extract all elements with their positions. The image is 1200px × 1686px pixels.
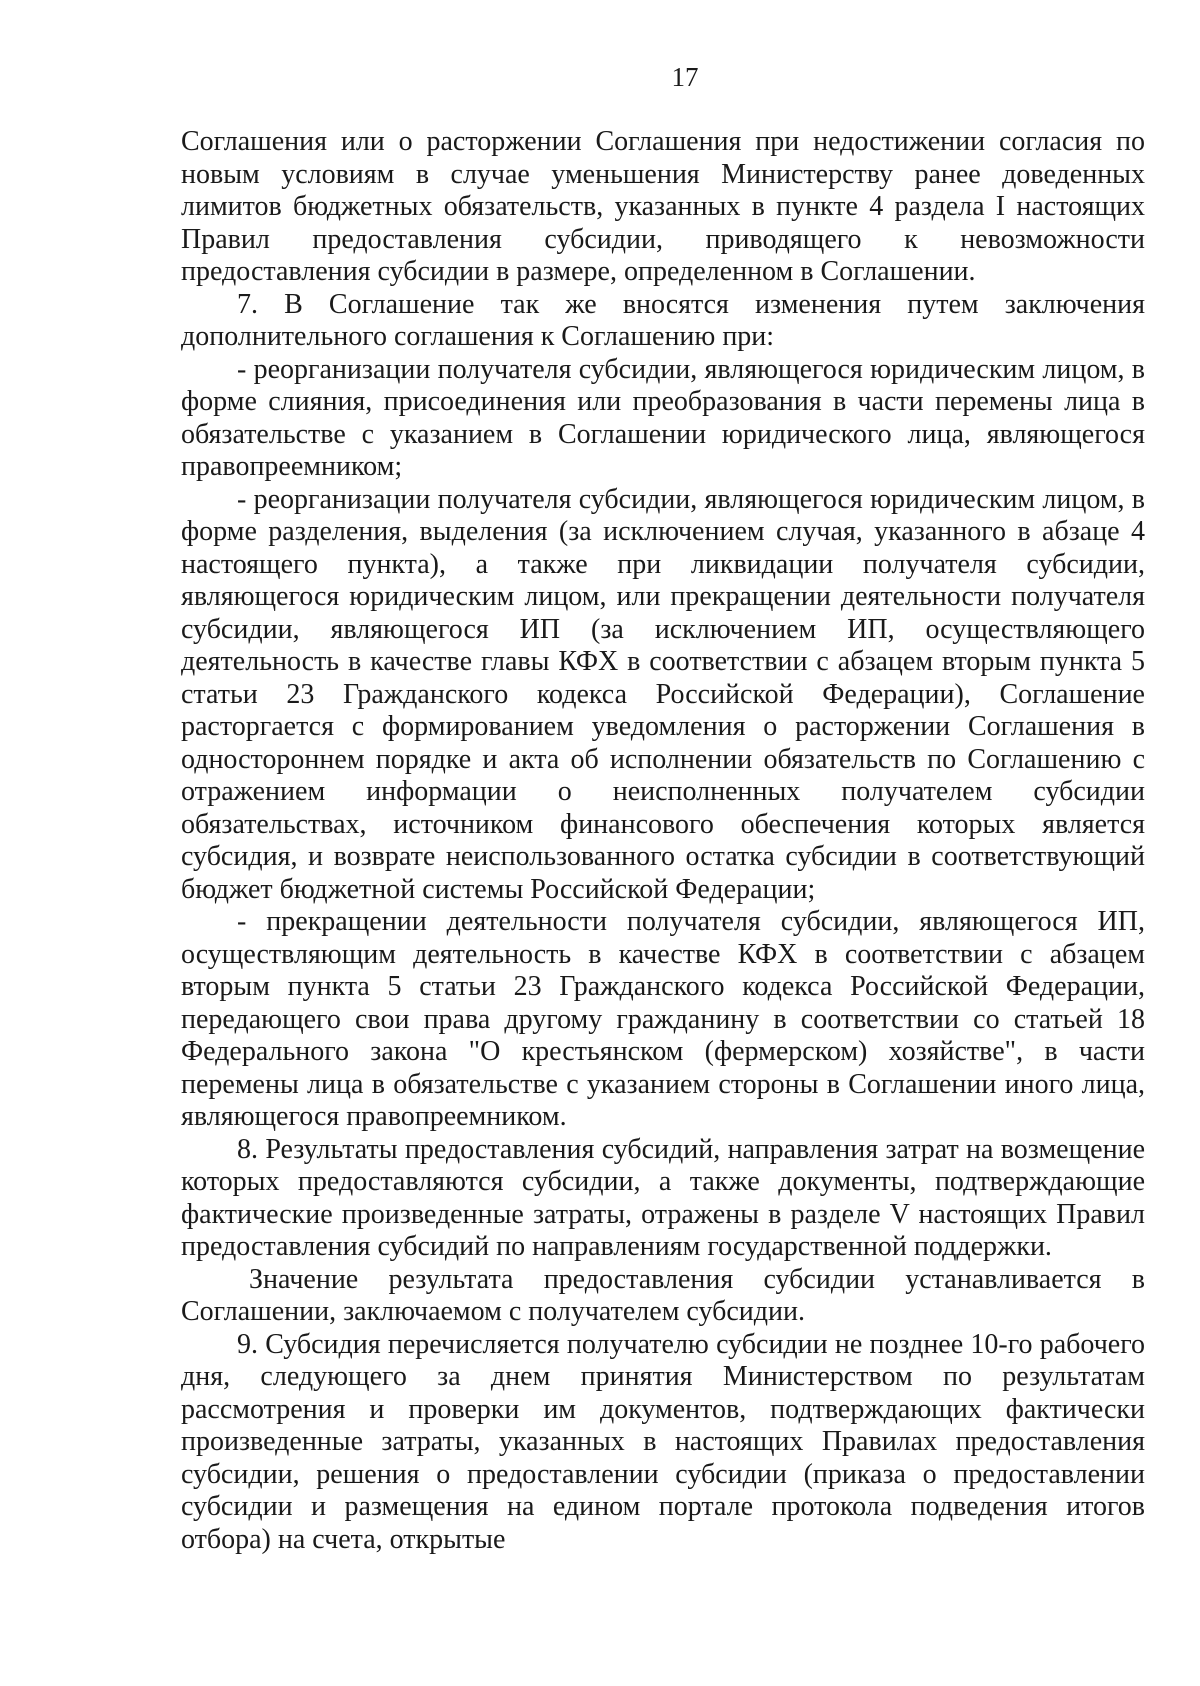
paragraph-item-8: 8. Результаты предоставления субсидий, направления затрат на возмещение которых предоставляются субсидии, а также документы, подтверждающие фактические произведенные затраты, отражены в разделе V настоящих Правил предоставления субсидий по направлениям государственной поддержки. <box>181 1133 1145 1262</box>
paragraph-item-7: 7. В Соглашение так же вносятся изменения путем заключения дополнительного соглашения к Соглашению при: <box>181 288 1145 352</box>
paragraph-item-9: 9. Субсидия перечисляется получателю субсидии не позднее 10-го рабочего дня, следующего за днем принятия Министерством по результатам рассмотрения и проверки им документов, подтверждающих фактически произведенные затраты, указанных в настоящих Правилах предоставления субсидии, решения о предоставлении субсидии (приказа о предоставлении субсидии и размещения на едином портале протокола подведения итогов отбора) на счета, открытые <box>181 1328 1145 1555</box>
paragraph-continuation: Соглашения или о расторжении Соглашения при недостижении согласия по новым условиям в случае уменьшения Министерству ранее доведенных лимитов бюджетных обязательств, указанных в пункте 4 раздела I настоящих Правил предоставления субсидии, приводящего к невозможности предоставления субсидии в размере, определенном в Соглашении. <box>181 126 1145 287</box>
paragraph-reorganization-merger: - реорганизации получателя субсидии, являющегося юридическим лицом, в форме слияния, присоединения или преобразования в части перемены лица в обязательстве с указанием в Соглашении юридического лица, являющегося правопреемником; <box>181 353 1145 482</box>
document-body <box>181 126 1145 1556</box>
page-number: 17 <box>671 62 699 92</box>
paragraph-termination-ip: - прекращении деятельности получателя субсидии, являющегося ИП, осуществляющим деятельность в качестве КФХ в соответствии с абзацем вторым пункта 5 статьи 23 Гражданского кодекса Российской Федерации, передающего свои права другому гражданину в соответствии со статьей 18 Федерального закона "О крестьянском (фермерском) хозяйстве", в части перемены лица в обязательстве с указанием стороны в Соглашении иного лица, являющегося правопреемником. <box>181 906 1145 1132</box>
paragraph-result-value: Значение результата предоставления субсидии устанавливается в Соглашении, заключаемом с получателем субсидии. <box>181 1263 1145 1327</box>
paragraph-reorganization-division: - реорганизации получателя субсидии, являющегося юридическим лицом, в форме разделения, выделения (за исключением случая, указанного в абзаце 4 настоящего пункта), а также при ликвидации получателя субсидии, являющегося юридическим лицом, или прекращении деятельности получателя субсидии, являющегося ИП (за исключением ИП, осуществляющего деятельность в качестве главы КФХ в соответствии с абзацем вторым пункта 5 статьи 23 Гражданского кодекса Российской Федерации), Соглашение расторгается с формированием уведомления о расторжении Соглашения в одностороннем порядке и акта об исполнении обязательств по Соглашению с отражением информации о неисполненных получателем субсидии обязательствах, источником финансового обеспечения которых является субсидия, и возврате неиспользованного остатка субсидии в соответствующий бюджет бюджетной системы Российской Федерации; <box>181 483 1145 905</box>
